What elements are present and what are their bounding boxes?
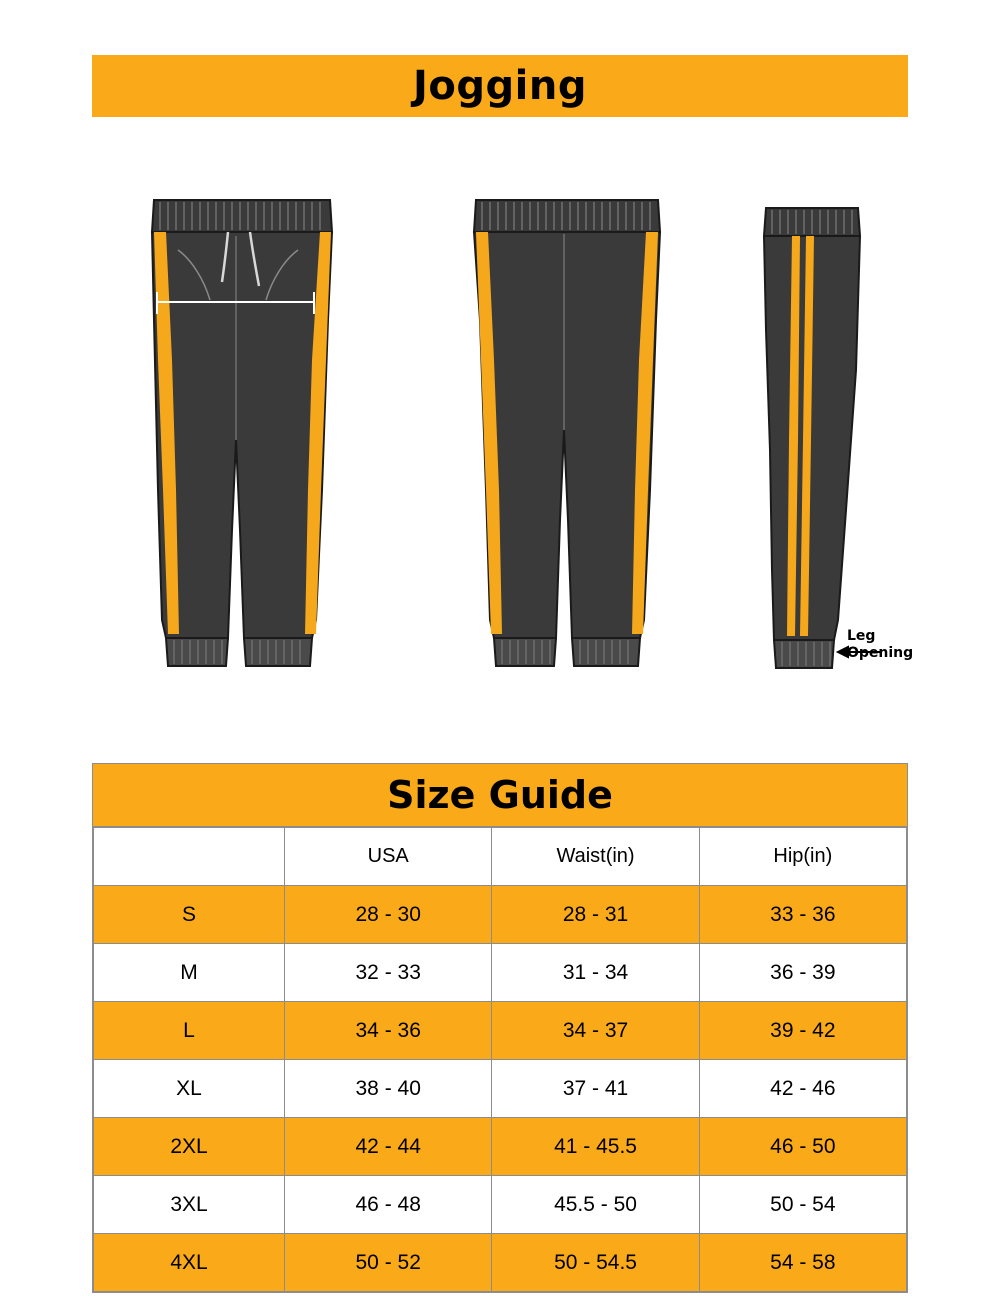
leg-opening-label-line1: Leg [847, 628, 876, 644]
cell-waist: 37 - 41 [492, 1060, 699, 1118]
cell-usa: 46 - 48 [285, 1176, 492, 1234]
page-title-banner [92, 55, 908, 117]
cell-waist: 41 - 45.5 [492, 1118, 699, 1176]
size-guide-section [92, 763, 908, 1293]
leg-opening-label [847, 628, 913, 662]
cell-size: XL [94, 1060, 285, 1118]
cell-hip: 42 - 46 [699, 1060, 906, 1118]
table-row [94, 1234, 907, 1292]
cell-hip: 46 - 50 [699, 1118, 906, 1176]
cell-size: S [94, 886, 285, 944]
product-illustrations [92, 190, 914, 710]
jogger-front-view-illustration [132, 190, 392, 690]
cell-hip: 50 - 54 [699, 1176, 906, 1234]
jogger-back-view-illustration [462, 190, 712, 690]
column-header-size [94, 828, 285, 886]
cell-waist: 34 - 37 [492, 1002, 699, 1060]
cell-usa: 32 - 33 [285, 944, 492, 1002]
cell-waist: 50 - 54.5 [492, 1234, 699, 1292]
cell-usa: 50 - 52 [285, 1234, 492, 1292]
cell-size: 2XL [94, 1118, 285, 1176]
table-row [94, 1176, 907, 1234]
size-guide-table [93, 827, 907, 1292]
column-header-waist: Waist(in) [492, 828, 699, 886]
cell-size: 3XL [94, 1176, 285, 1234]
cell-hip: 54 - 58 [699, 1234, 906, 1292]
jogger-side-view-illustration [742, 190, 922, 690]
cell-usa: 42 - 44 [285, 1118, 492, 1176]
cell-size: M [94, 944, 285, 1002]
cell-hip: 33 - 36 [699, 886, 906, 944]
table-row [94, 1002, 907, 1060]
cell-hip: 36 - 39 [699, 944, 906, 1002]
table-row [94, 1118, 907, 1176]
cell-size: L [94, 1002, 285, 1060]
column-header-hip: Hip(in) [699, 828, 906, 886]
hip-measure-label: Hip [360, 303, 385, 318]
cell-hip: 39 - 42 [699, 1002, 906, 1060]
size-guide-header [93, 764, 907, 827]
cell-waist: 45.5 - 50 [492, 1176, 699, 1234]
cell-waist: 31 - 34 [492, 944, 699, 1002]
size-guide-title: Size Guide [387, 773, 613, 817]
cell-waist: 28 - 31 [492, 886, 699, 944]
cell-usa: 34 - 36 [285, 1002, 492, 1060]
cell-usa: 38 - 40 [285, 1060, 492, 1118]
page-title: Jogging [413, 63, 587, 109]
table-header-row [94, 828, 907, 886]
column-header-usa: USA [285, 828, 492, 886]
table-row [94, 1060, 907, 1118]
table-row [94, 886, 907, 944]
leg-opening-label-line2: Opening [847, 645, 914, 661]
cell-usa: 28 - 30 [285, 886, 492, 944]
cell-size: 4XL [94, 1234, 285, 1292]
table-row [94, 944, 907, 1002]
